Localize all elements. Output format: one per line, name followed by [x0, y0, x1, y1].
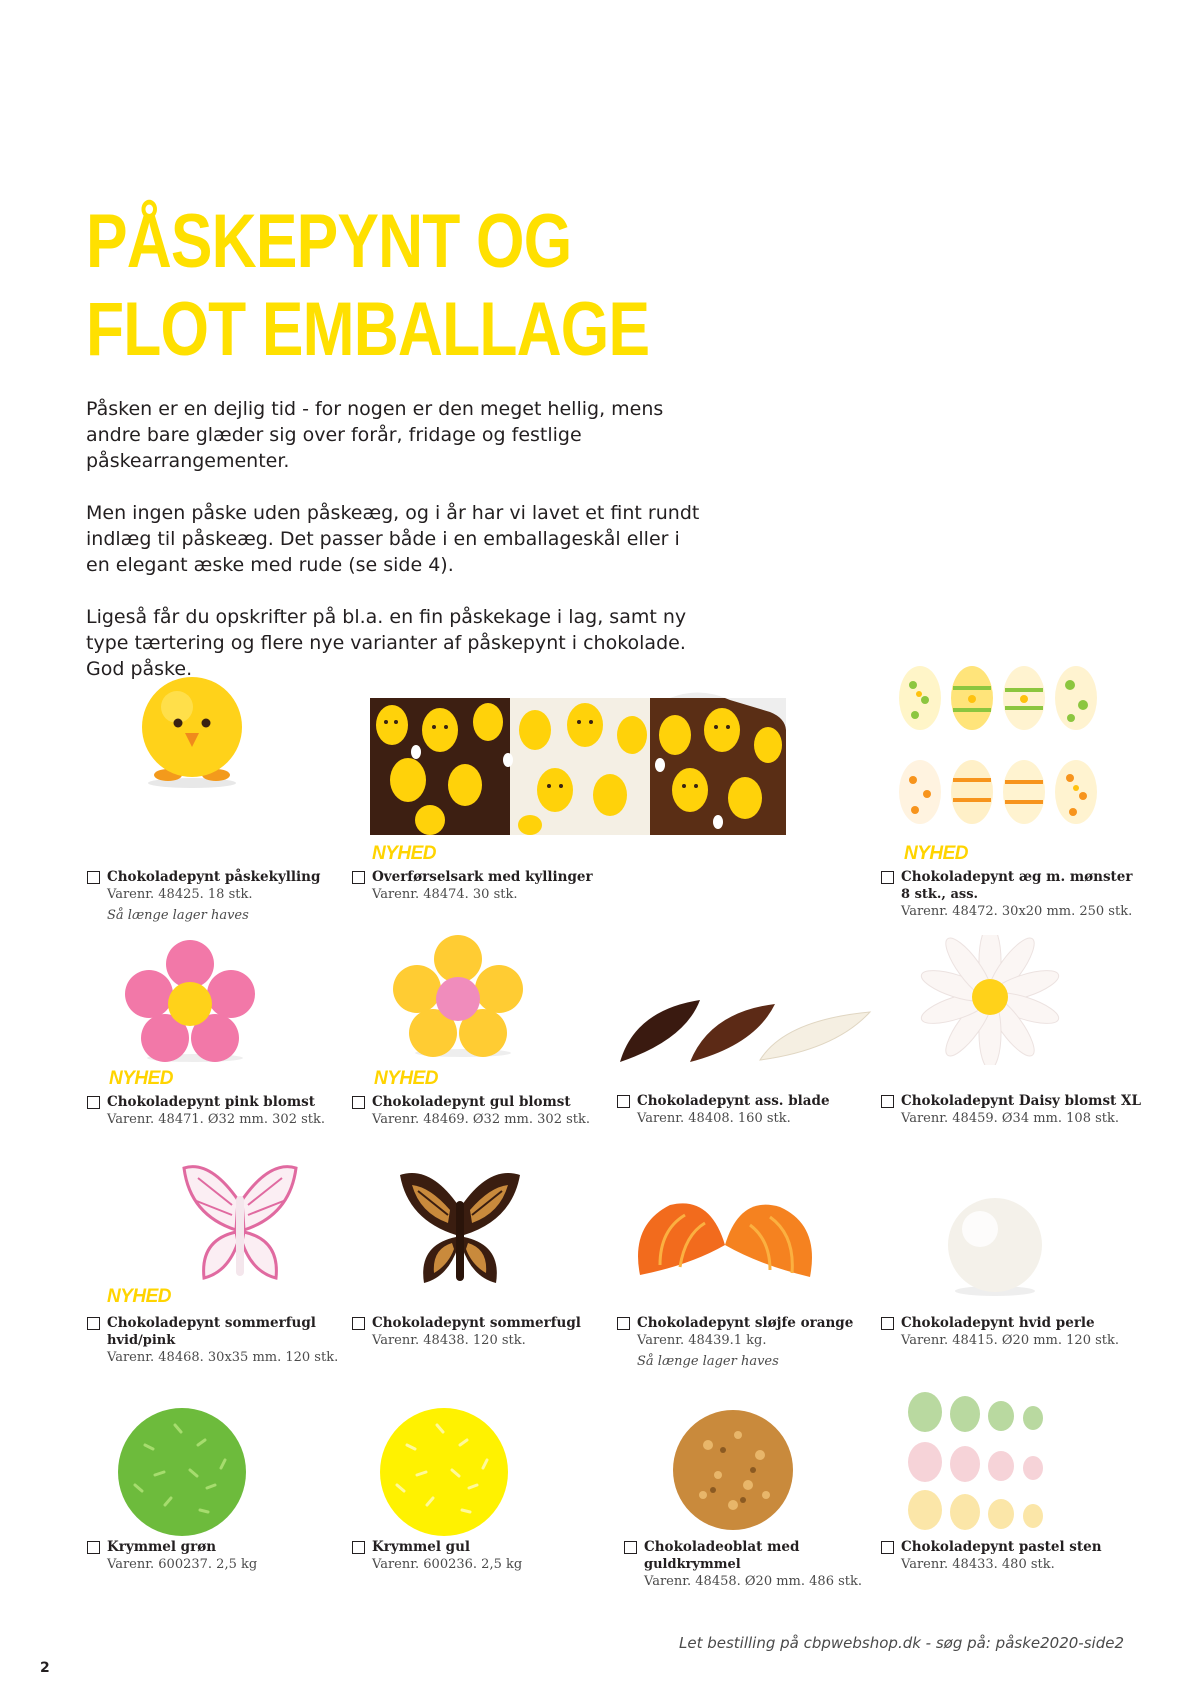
nyhed-badge: NYHED	[372, 843, 437, 864]
nyhed-badge: NYHED	[109, 1068, 174, 1089]
intro-closing: God påske.	[86, 658, 193, 680]
chocolate-chick-image	[122, 665, 262, 790]
order-checkbox[interactable]	[881, 871, 894, 884]
product-sku: Varenr. 48438. 120 stk.	[372, 1333, 526, 1348]
product-sku: Varenr. 600236. 2,5 kg	[372, 1557, 523, 1572]
order-checkbox[interactable]	[352, 1096, 365, 1109]
intro-paragraph-1: Påsken er en dejlig tid - for nogen er den meget hellig, mens andre bare glæder sig over forår, fridage og festlige påskearrangementer.	[86, 398, 664, 472]
daisy-flower-image	[915, 935, 1065, 1065]
product-sku: Varenr. 48408. 160 stk.	[637, 1111, 791, 1126]
order-checkbox[interactable]	[617, 1095, 630, 1108]
product-sku: Varenr. 48469. Ø32 mm. 302 stk.	[372, 1112, 590, 1127]
brown-butterfly-image	[390, 1165, 530, 1290]
product-sku: Varenr. 48458. Ø20 mm. 486 stk.	[644, 1574, 862, 1589]
intro-paragraph-2: Men ingen påske uden påskeæg, og i år har vi lavet et fint rundt indlæg til påskeæg. Det passer både i en emballageskål eller i en elegant æske med rude (se side 4).	[86, 502, 700, 576]
order-checkbox[interactable]	[87, 1096, 100, 1109]
product-name: Chokoladepynt pastel sten	[901, 1539, 1102, 1555]
nyhed-badge: NYHED	[904, 843, 969, 864]
product-name: Chokoladeoblat med	[644, 1539, 800, 1555]
page-number: 2	[40, 1660, 50, 1676]
product-item-chocolate-chick	[87, 869, 352, 924]
product-sku: Varenr. 48472. 30x20 mm. 250 stk.	[901, 904, 1133, 919]
product-name: Krymmel gul	[372, 1539, 471, 1555]
product-item-green-sprinkles	[87, 1539, 352, 1573]
product-name: Chokoladepynt pink blomst	[107, 1094, 315, 1110]
order-checkbox[interactable]	[881, 1541, 894, 1554]
pink-flower-image	[125, 940, 255, 1065]
gold-crumble-wafer-image	[668, 1405, 798, 1535]
product-sku: Varenr. 48471. Ø32 mm. 302 stk.	[107, 1112, 325, 1127]
order-checkbox[interactable]	[352, 1541, 365, 1554]
product-name: Chokoladepynt ass. blade	[637, 1093, 830, 1109]
product-item-daisy-flower	[881, 1093, 1181, 1127]
product-sku: Varenr. 48439.1 kg.	[637, 1333, 767, 1348]
order-checkbox[interactable]	[87, 1317, 100, 1330]
chick-transfer-sheet-image	[370, 690, 790, 835]
product-sku: Varenr. 48468. 30x35 mm. 120 stk.	[107, 1350, 339, 1365]
patterned-eggs-image	[895, 660, 1105, 845]
yellow-sprinkles-image	[377, 1405, 512, 1540]
title-line-1: PÅSKEPYNT OG	[86, 199, 572, 284]
product-note: Så længe lager haves	[637, 1354, 779, 1369]
order-checkbox[interactable]	[87, 871, 100, 884]
product-item-gold-crumble-wafer	[624, 1539, 889, 1590]
green-sprinkles-image	[115, 1405, 250, 1540]
pastel-stones-image	[905, 1390, 1055, 1535]
title-line-2: FLOT EMBALLAGE	[86, 287, 650, 372]
page-title	[86, 198, 649, 374]
nyhed-badge: NYHED	[374, 1068, 439, 1089]
order-checkbox[interactable]	[624, 1541, 637, 1554]
product-name: Chokoladepynt gul blomst	[372, 1094, 571, 1110]
product-name: Overførselsark med kyllinger	[372, 869, 593, 885]
product-name: Krymmel grøn	[107, 1539, 217, 1555]
pink-butterfly-image	[170, 1160, 310, 1285]
order-checkbox[interactable]	[881, 1317, 894, 1330]
product-name-line-2: hvid/pink	[107, 1333, 176, 1348]
product-name: Chokoladepynt sommerfugl	[107, 1315, 316, 1331]
order-checkbox[interactable]	[87, 1541, 100, 1554]
product-name-line-2: 8 stk., ass.	[901, 887, 979, 902]
order-checkbox[interactable]	[352, 1317, 365, 1330]
product-item-pink-butterfly	[87, 1315, 352, 1366]
product-sku: Varenr. 600237. 2,5 kg	[107, 1557, 258, 1572]
product-sku: Varenr. 48425. 18 stk.	[107, 887, 253, 902]
nyhed-badge: NYHED	[107, 1286, 172, 1307]
product-item-white-pearl	[881, 1315, 1146, 1349]
product-item-yellow-flower	[352, 1094, 617, 1128]
order-checkbox[interactable]	[617, 1317, 630, 1330]
white-pearl-image	[940, 1195, 1050, 1300]
order-checkbox[interactable]	[881, 1095, 894, 1108]
product-name: Chokoladepynt påskekylling	[107, 869, 321, 885]
yellow-flower-image	[393, 935, 523, 1060]
product-sku: Varenr. 48433. 480 stk.	[901, 1557, 1055, 1572]
product-name: Chokoladepynt sommerfugl	[372, 1315, 581, 1331]
product-name: Chokoladepynt hvid perle	[901, 1315, 1095, 1331]
chocolate-leaves-image	[615, 990, 875, 1070]
product-item-patterned-eggs	[881, 869, 1146, 920]
product-sku: Varenr. 48415. Ø20 mm. 120 stk.	[901, 1333, 1119, 1348]
product-item-chick-transfer-sheet	[352, 869, 617, 903]
footer-webshop-note: Let bestilling på cbpwebshop.dk - søg på: påske2020-side2	[678, 1634, 1124, 1652]
product-name: Chokoladepynt æg m. mønster	[901, 869, 1133, 885]
order-checkbox[interactable]	[352, 871, 365, 884]
product-item-yellow-sprinkles	[352, 1539, 617, 1573]
product-item-brown-butterfly	[352, 1315, 617, 1349]
product-name: Chokoladepynt sløjfe orange	[637, 1315, 854, 1331]
product-name: Chokoladepynt Daisy blomst XL	[901, 1093, 1141, 1109]
product-name-line-2: guldkrymmel	[644, 1557, 741, 1572]
intro-text	[86, 396, 706, 708]
product-item-chocolate-leaves	[617, 1093, 882, 1127]
product-item-pink-flower	[87, 1094, 352, 1128]
product-sku: Varenr. 48459. Ø34 mm. 108 stk.	[901, 1111, 1119, 1126]
intro-paragraph-3-text: Ligeså får du opskrifter på bl.a. en fin påskekage i lag, samt ny type tærtering og flere nye varianter af påskepynt i chokolade.	[86, 606, 687, 654]
product-note: Så længe lager haves	[107, 908, 249, 923]
product-item-pastel-stones	[881, 1539, 1146, 1573]
product-item-orange-bow	[617, 1315, 882, 1370]
product-sku: Varenr. 48474. 30 stk.	[372, 887, 518, 902]
orange-bow-image	[630, 1195, 820, 1295]
